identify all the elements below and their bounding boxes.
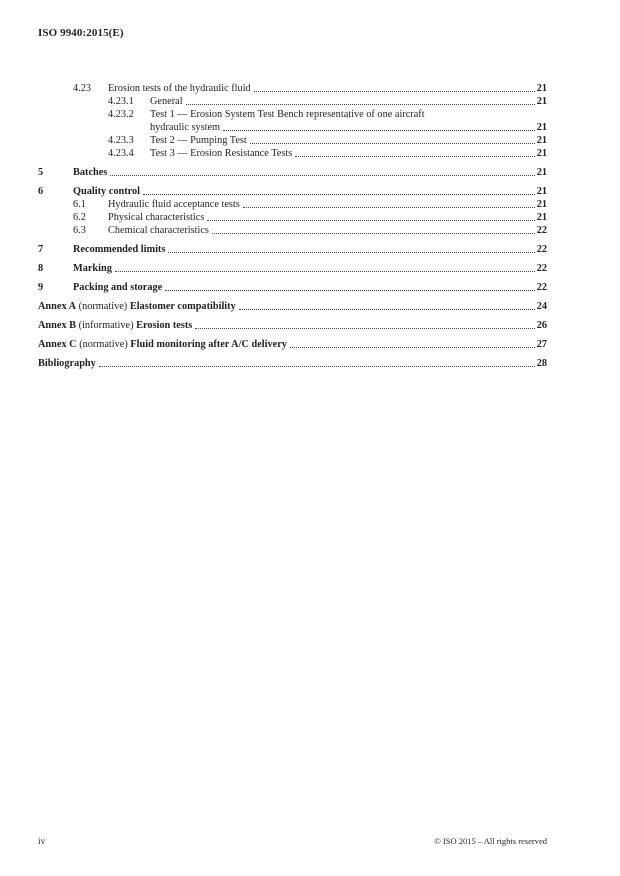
toc-entry-title-bold: Annex C <box>38 339 77 350</box>
toc-entry-body <box>108 82 547 95</box>
toc-entry-number: 6.1 <box>73 199 86 210</box>
toc-entry-title-qualifier: (informative) <box>76 320 137 331</box>
toc-entry[interactable] <box>38 281 547 294</box>
toc-entry-title: Quality control <box>73 186 141 197</box>
toc-dot-leader <box>165 290 534 291</box>
toc-page-number: 21 <box>536 83 547 94</box>
toc-entry-body <box>150 147 547 160</box>
toc-entry-body <box>38 357 547 370</box>
toc-dot-leader <box>115 271 535 272</box>
toc-entry-body <box>150 134 547 147</box>
toc-entry-title-bold: Erosion tests <box>136 320 193 331</box>
document-header <box>38 27 124 39</box>
toc-entry-title: Batches <box>73 167 108 178</box>
toc-entry-title: Packing and storage <box>73 282 163 293</box>
toc-entry-body <box>73 243 547 256</box>
toc-page-number: 21 <box>536 148 547 159</box>
toc-entry-title: Erosion tests of the hydraulic fluid <box>108 83 251 94</box>
toc-entry-number: 4.23.4 <box>108 148 134 159</box>
toc-dot-leader <box>195 328 534 329</box>
toc-entry-title-bold: Elastomer compatibility <box>129 301 236 312</box>
toc-dot-leader <box>110 175 534 176</box>
toc-entry-title-bold: Annex A <box>38 301 77 312</box>
toc-entry-number: 5 <box>38 167 44 178</box>
toc-entry[interactable] <box>38 243 547 256</box>
toc-entry-title: Hydraulic fluid acceptance tests <box>108 199 240 210</box>
toc-entry-body <box>38 300 547 313</box>
toc-entry-number: 4.23.1 <box>108 96 134 107</box>
toc-entry[interactable] <box>38 166 547 179</box>
toc-dot-leader <box>290 347 535 348</box>
toc-list <box>38 82 547 370</box>
toc-page-number: 21 <box>536 199 547 210</box>
toc-entry-number: 6 <box>38 186 44 197</box>
toc-entry-title-qualifier: (normative) <box>76 339 131 350</box>
toc-entry-body <box>73 281 547 294</box>
toc-entry-title-bold: Annex B <box>38 320 77 331</box>
toc-entry-title: Test 3 — Erosion Resistance Tests <box>150 148 293 159</box>
toc-entry[interactable] <box>38 198 547 211</box>
toc-page-number: 21 <box>536 212 547 223</box>
toc-entry-body <box>73 185 547 198</box>
toc-page-number: 24 <box>536 301 547 312</box>
toc-page-number: 22 <box>536 225 547 236</box>
toc-entry[interactable] <box>38 185 547 198</box>
copyright-notice: © ISO 2015 – All rights reserved <box>434 836 547 846</box>
toc-entry-number: 6.3 <box>73 225 86 236</box>
document-id: ISO 9940:2015(E) <box>38 27 124 39</box>
toc-entry[interactable] <box>38 82 547 95</box>
toc-entry[interactable] <box>38 224 547 237</box>
toc-dot-leader <box>295 156 534 157</box>
toc-entry-body <box>73 166 547 179</box>
toc-entry-title: Marking <box>73 263 112 274</box>
toc-entry[interactable] <box>38 95 547 108</box>
toc-dot-leader <box>250 143 535 144</box>
toc-entry-title: Chemical characteristics <box>108 225 209 236</box>
toc-entry[interactable] <box>38 262 547 275</box>
toc-page-number: 21 <box>536 167 547 178</box>
toc-entry-body <box>108 224 547 237</box>
toc-entry-body <box>108 211 547 224</box>
toc-entry-title-qualifier: (normative) <box>76 301 130 312</box>
toc-entry[interactable] <box>38 134 547 147</box>
toc-entry-title-bold: Fluid monitoring after A/C delivery <box>130 339 287 350</box>
toc-page-number: 26 <box>536 320 547 331</box>
toc-page-number: 21 <box>536 186 547 197</box>
toc-dot-leader <box>143 194 535 195</box>
toc-entry-title: Recommended limits <box>73 244 166 255</box>
toc-page-number: 22 <box>536 263 547 274</box>
toc-entry-body <box>108 198 547 211</box>
toc-entry-number: 4.23 <box>73 83 92 94</box>
toc-page-number: 27 <box>536 339 547 350</box>
document-footer <box>38 836 547 847</box>
toc-entry[interactable] <box>38 211 547 224</box>
toc-entry-number: 9 <box>38 282 44 293</box>
toc-entry-title: Test 2 — Pumping Test <box>150 135 247 146</box>
toc-entry-title <box>38 300 236 313</box>
toc-page-number: 21 <box>536 135 547 146</box>
toc-dot-leader <box>223 130 535 131</box>
toc-entry[interactable] <box>38 147 547 160</box>
toc-entry[interactable] <box>38 338 547 351</box>
toc-entry-number: 8 <box>38 263 44 274</box>
toc-entry-body <box>73 262 547 275</box>
toc-dot-leader <box>99 366 535 367</box>
toc-entry-number: 4.23.3 <box>108 135 134 146</box>
toc-entry-number: 6.2 <box>73 212 86 223</box>
toc-dot-leader <box>186 104 535 105</box>
toc-entry-title <box>38 319 192 332</box>
toc-entry[interactable] <box>38 108 547 134</box>
toc-page-number: 22 <box>536 244 547 255</box>
toc-entry-title: Bibliography <box>38 358 96 369</box>
toc-entry-line-2 <box>150 121 547 134</box>
toc-entry-body <box>150 95 547 108</box>
toc-page-number: 21 <box>536 122 547 133</box>
toc-dot-leader <box>254 91 535 92</box>
toc-entry-title-continued: hydraulic system <box>150 122 221 133</box>
toc-dot-leader <box>212 233 535 234</box>
toc-entry[interactable] <box>38 319 547 332</box>
toc-entry-number: 7 <box>38 244 44 255</box>
toc-entry-line-1 <box>150 108 547 121</box>
toc-entry-number: 4.23.2 <box>108 109 134 120</box>
toc-dot-leader <box>239 309 535 310</box>
toc-page-number: 28 <box>536 358 547 369</box>
toc-dot-leader <box>168 252 534 253</box>
toc-entry-title: General <box>150 96 183 107</box>
toc-entry-body <box>38 319 547 332</box>
toc-page-number: 22 <box>536 282 547 293</box>
toc-entry-title: Test 1 — Erosion System Test Bench representative of one aircraft <box>150 109 425 120</box>
toc-entry-body <box>150 108 547 134</box>
toc-entry[interactable] <box>38 300 547 313</box>
toc-entry-body <box>38 338 547 351</box>
toc-page-number: 21 <box>536 96 547 107</box>
toc-entry[interactable] <box>38 357 547 370</box>
toc-dot-leader <box>243 207 535 208</box>
toc-entry-title: Physical characteristics <box>108 212 205 223</box>
toc-dot-leader <box>207 220 534 221</box>
toc-entry-title <box>38 338 287 351</box>
folio-page-number: iv <box>38 837 46 847</box>
